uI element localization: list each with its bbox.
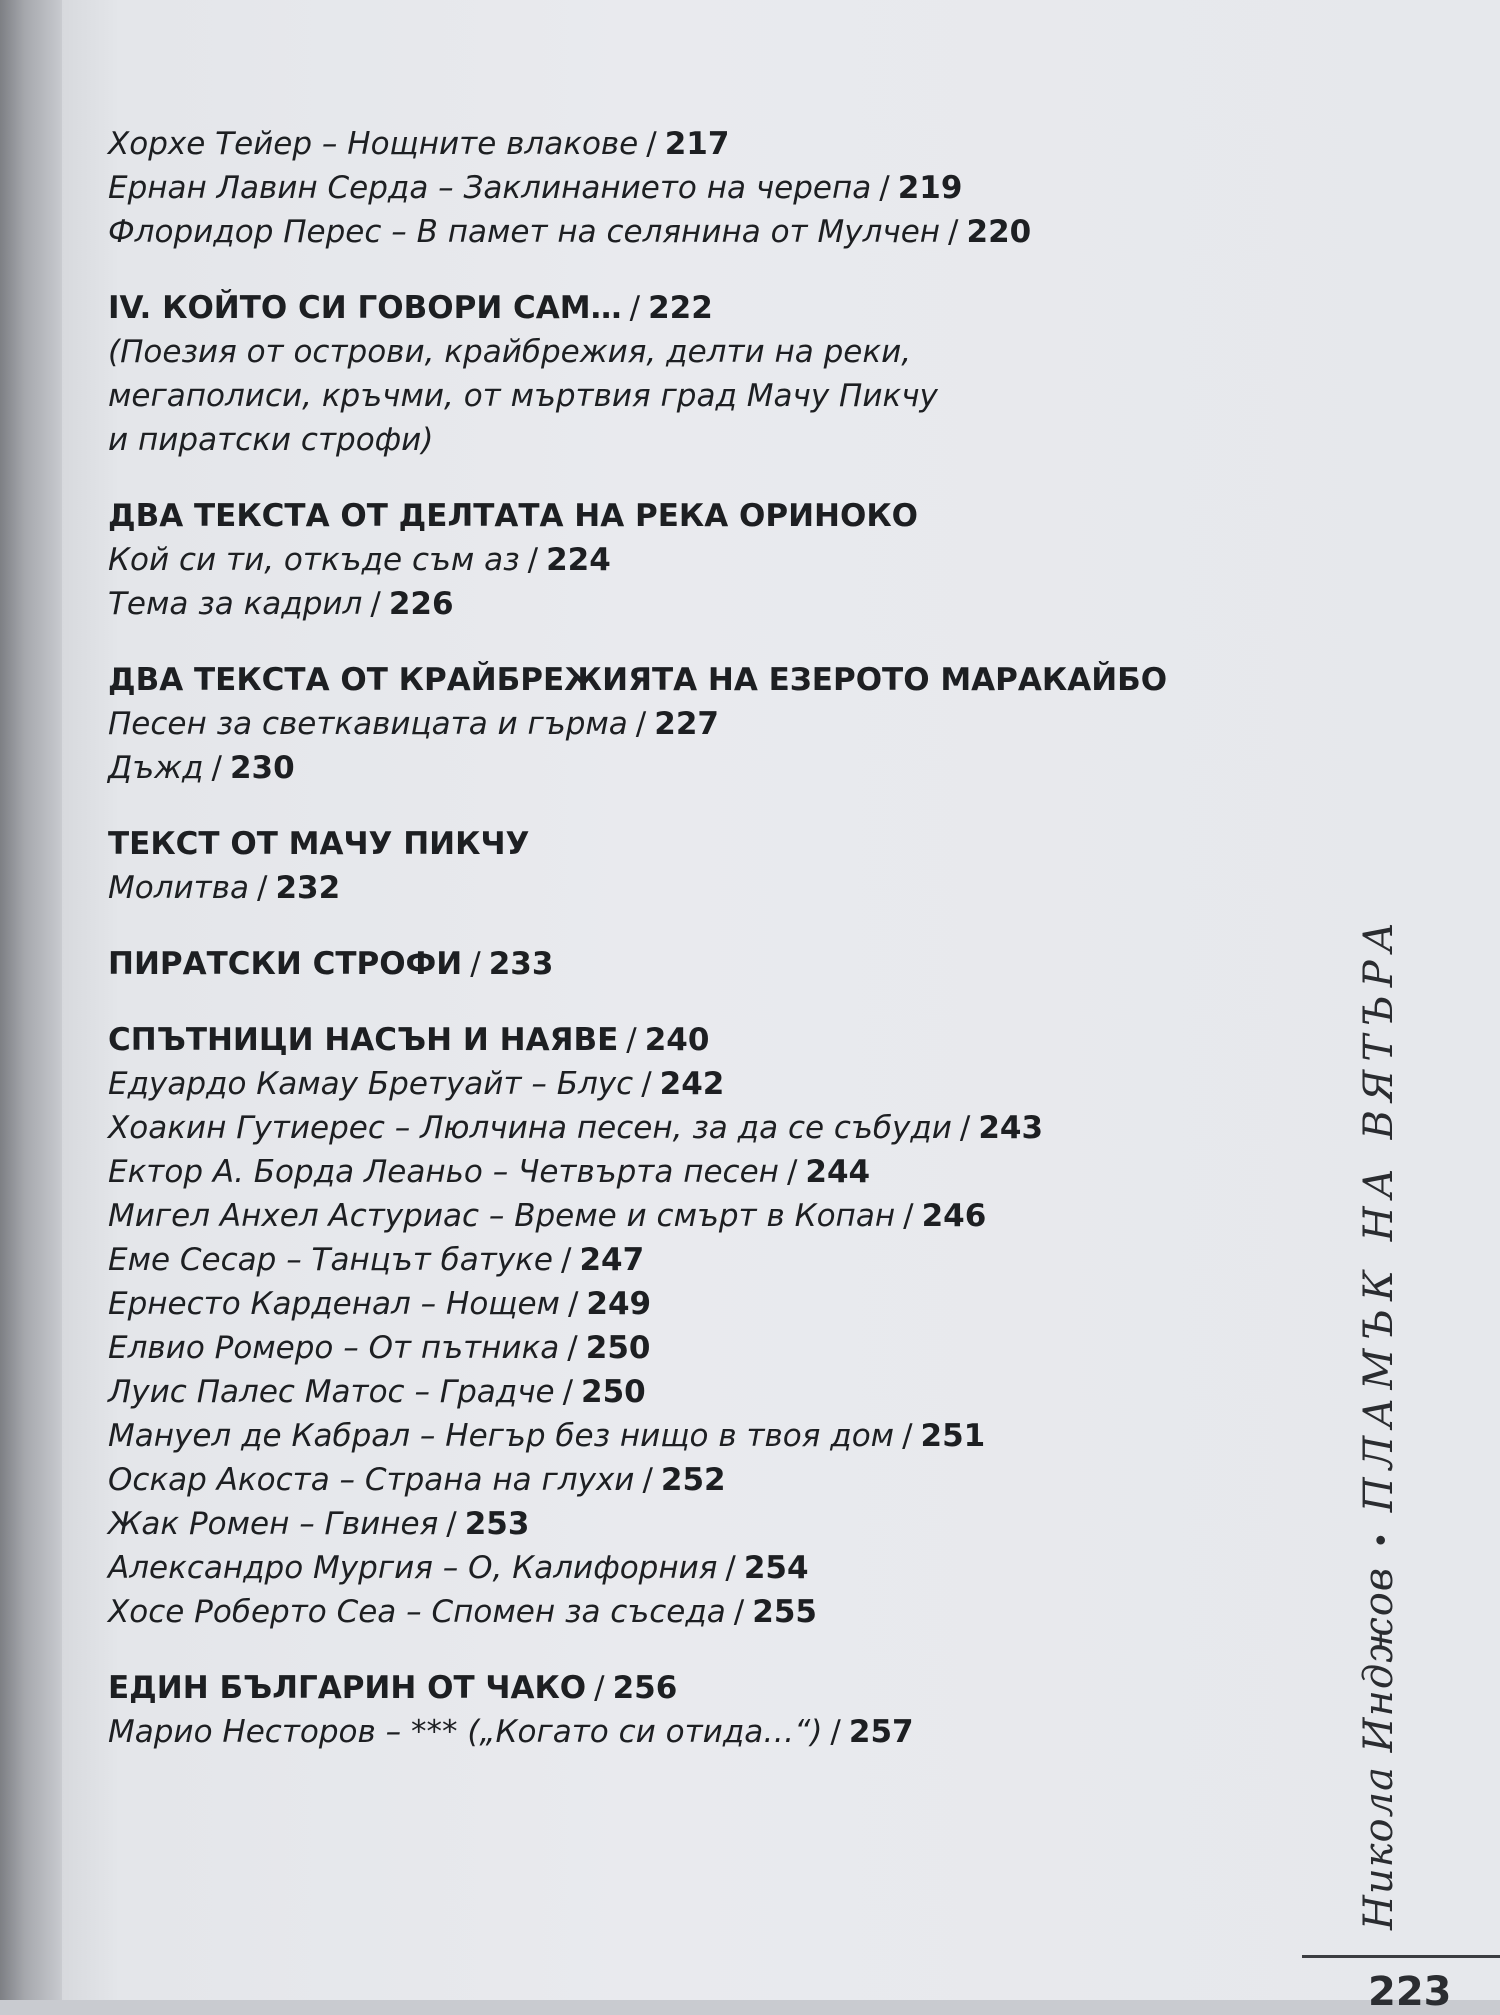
toc-separator: / <box>562 1374 574 1410</box>
toc-entry-text: Луис Палес Матос – Градче <box>108 1374 555 1410</box>
toc-separator: / <box>635 706 647 742</box>
toc-heading <box>108 1018 1268 1062</box>
toc-entry-text: Едуардо Камау Бретуайт – Блус <box>108 1066 634 1102</box>
running-title <box>1356 914 1416 1930</box>
toc-page-number: 233 <box>488 946 554 982</box>
toc-entry <box>108 1150 1268 1194</box>
toc-entry <box>108 866 1268 910</box>
toc-entry-text: и пиратски строфи) <box>108 422 434 458</box>
toc-page-number: 251 <box>920 1418 986 1454</box>
toc-separator: / <box>830 1714 841 1750</box>
toc-separator: / <box>370 586 381 622</box>
toc-page-number: 244 <box>805 1154 871 1190</box>
toc-entry-text: Хосе Роберто Сеа – Спомен за съседа <box>108 1594 726 1630</box>
toc-subtitle <box>108 330 1268 374</box>
toc-separator: / <box>948 214 959 250</box>
table-of-contents <box>108 122 1268 1754</box>
toc-entry-text: Мигел Анхел Астуриас – Време и смърт в Копан <box>108 1198 896 1234</box>
toc-page-number: 226 <box>388 586 454 622</box>
toc-page-number: 255 <box>752 1594 817 1630</box>
toc-entry-text: Александро Мургия – О, Калифорния <box>108 1550 718 1586</box>
running-title-author: Никола Инджов <box>1356 1566 1402 1930</box>
toc-separator: / <box>567 1286 579 1322</box>
toc-separator: / <box>470 946 481 982</box>
toc-entry-text: ЕДИН БЪЛГАРИН ОТ ЧАКО <box>108 1670 587 1706</box>
toc-entry-text: Ернан Лавин Серда – Заклинанието на черепа <box>108 170 872 206</box>
toc-separator: / <box>786 1154 798 1190</box>
toc-page-number: 253 <box>464 1506 530 1542</box>
toc-entry <box>108 210 1268 254</box>
toc-page-number: 217 <box>664 126 730 162</box>
toc-page-number: 227 <box>654 706 719 742</box>
toc-entry <box>108 1326 1268 1370</box>
toc-entry-text: Жак Ромен – Гвинея <box>108 1506 439 1542</box>
toc-page-number: 250 <box>581 1374 646 1410</box>
toc-page-number: 256 <box>612 1670 678 1706</box>
toc-separator: / <box>527 542 539 578</box>
toc-separator: / <box>646 126 657 162</box>
running-title-book: ПЛАМЪК НА ВЯТЪРА <box>1356 914 1402 1513</box>
toc-entry-text: IV. КОЙТО СИ ГОВОРИ САМ… <box>108 290 622 326</box>
toc-entry-text: Ектор А. Борда Леаньо – Четвърта песен <box>108 1154 779 1190</box>
toc-page-number: 250 <box>585 1330 651 1366</box>
toc-entry <box>108 1414 1268 1458</box>
toc-entry <box>108 122 1268 166</box>
toc-entry-text: Хоакин Гутиерес – Люлчина песен, за да се събуди <box>108 1110 952 1146</box>
toc-page-number: 246 <box>921 1198 987 1234</box>
toc-entry <box>108 1194 1268 1238</box>
toc-entry-text: Песен за светкавицата и гърма <box>108 706 628 742</box>
toc-entry-text: Елвио Ромеро – От пътника <box>108 1330 560 1366</box>
toc-heading <box>108 822 1268 866</box>
toc-entry <box>108 1282 1268 1326</box>
toc-entry-text: мегаполиси, кръчми, от мъртвия град Мачу Пикчу <box>108 378 938 414</box>
toc-entry <box>108 1546 1268 1590</box>
toc-separator: / <box>567 1330 578 1366</box>
toc-page-number: 243 <box>978 1110 1044 1146</box>
toc-separator: / <box>642 1462 653 1498</box>
toc-entry <box>108 1502 1268 1546</box>
toc-page-number: 257 <box>848 1714 914 1750</box>
toc-separator: / <box>903 1198 914 1234</box>
toc-heading <box>108 286 1268 330</box>
toc-entry <box>108 166 1268 210</box>
toc-page-number: 249 <box>586 1286 652 1322</box>
toc-separator: / <box>725 1550 736 1586</box>
toc-entry-text: Молитва <box>108 870 249 906</box>
toc-entry <box>108 746 1268 790</box>
toc-entry <box>108 1458 1268 1502</box>
toc-entry-text: Тема за кадрил <box>108 586 363 622</box>
toc-entry-text: СПЪТНИЦИ НАСЪН И НАЯВЕ <box>108 1022 619 1058</box>
toc-page-number: 230 <box>229 750 295 786</box>
toc-separator: / <box>629 290 641 326</box>
running-title-dot: • <box>1365 1530 1400 1549</box>
toc-entry <box>108 1062 1268 1106</box>
toc-page-number: 224 <box>546 542 611 578</box>
toc-separator: / <box>594 1670 605 1706</box>
toc-separator: / <box>211 750 222 786</box>
toc-separator: / <box>560 1242 572 1278</box>
toc-entry-text: Кой си ти, откъде съм аз <box>108 542 520 578</box>
toc-page-number: 240 <box>644 1022 710 1058</box>
toc-entry-text: ДВА ТЕКСТА ОТ КРАЙБРЕЖИЯТА НА ЕЗЕРОТО МАРАКАЙБО <box>108 662 1168 698</box>
toc-entry-text: ПИРАТСКИ СТРОФИ <box>108 946 463 982</box>
toc-page-number: 219 <box>897 170 963 206</box>
toc-page-number: 252 <box>660 1462 726 1498</box>
toc-separator: / <box>959 1110 971 1146</box>
toc-separator: / <box>733 1594 745 1630</box>
toc-separator: / <box>879 170 890 206</box>
toc-page-number: 222 <box>648 290 713 326</box>
toc-entry-text: Мануел де Кабрал – Негър без нищо в твоя дом <box>108 1418 895 1454</box>
toc-page-number: 220 <box>966 214 1032 250</box>
toc-entry <box>108 582 1268 626</box>
toc-entry-text: ДВА ТЕКСТА ОТ ДЕЛТАТА НА РЕКА ОРИНОКО <box>108 498 919 534</box>
toc-separator: / <box>641 1066 652 1102</box>
toc-entry <box>108 1590 1268 1634</box>
toc-entry-text: Ернесто Карденал – Нощем <box>108 1286 560 1322</box>
toc-entry-text: Флоридор Перес – В памет на селянина от Мулчен <box>108 214 941 250</box>
toc-entry <box>108 1106 1268 1150</box>
toc-heading <box>108 1666 1268 1710</box>
toc-page-number: 254 <box>743 1550 809 1586</box>
page-rule <box>1302 1955 1500 1958</box>
toc-separator: / <box>257 870 268 906</box>
toc-separator: / <box>626 1022 637 1058</box>
toc-entry <box>108 702 1268 746</box>
toc-entry <box>108 1238 1268 1282</box>
toc-separator: / <box>902 1418 913 1454</box>
toc-entry-text: Дъжд <box>108 750 204 786</box>
toc-heading <box>108 658 1268 702</box>
toc-entry <box>108 1710 1268 1754</box>
toc-subtitle <box>108 418 1268 462</box>
toc-entry-text: Марио Несторов – *** („Когато си отида…“) <box>108 1714 823 1750</box>
toc-entry-text: (Поезия от острови, крайбрежия, делти на реки, <box>108 334 912 370</box>
page-number: 223 <box>1368 1969 1452 2015</box>
toc-heading <box>108 942 1268 986</box>
toc-heading <box>108 494 1268 538</box>
toc-entry-text: Оскар Акоста – Страна на глухи <box>108 1462 635 1498</box>
toc-entry <box>108 538 1268 582</box>
toc-separator: / <box>446 1506 457 1542</box>
toc-subtitle <box>108 374 1268 418</box>
toc-entry-text: Хорхе Тейер – Нощните влакове <box>108 126 639 162</box>
toc-entry-text: ТЕКСТ ОТ МАЧУ ПИКЧУ <box>108 826 530 862</box>
toc-entry-text: Еме Сесар – Танцът батуке <box>108 1242 553 1278</box>
toc-page-number: 247 <box>579 1242 645 1278</box>
toc-entry <box>108 1370 1268 1414</box>
toc-page-number: 232 <box>275 870 341 906</box>
toc-page-number: 242 <box>659 1066 725 1102</box>
